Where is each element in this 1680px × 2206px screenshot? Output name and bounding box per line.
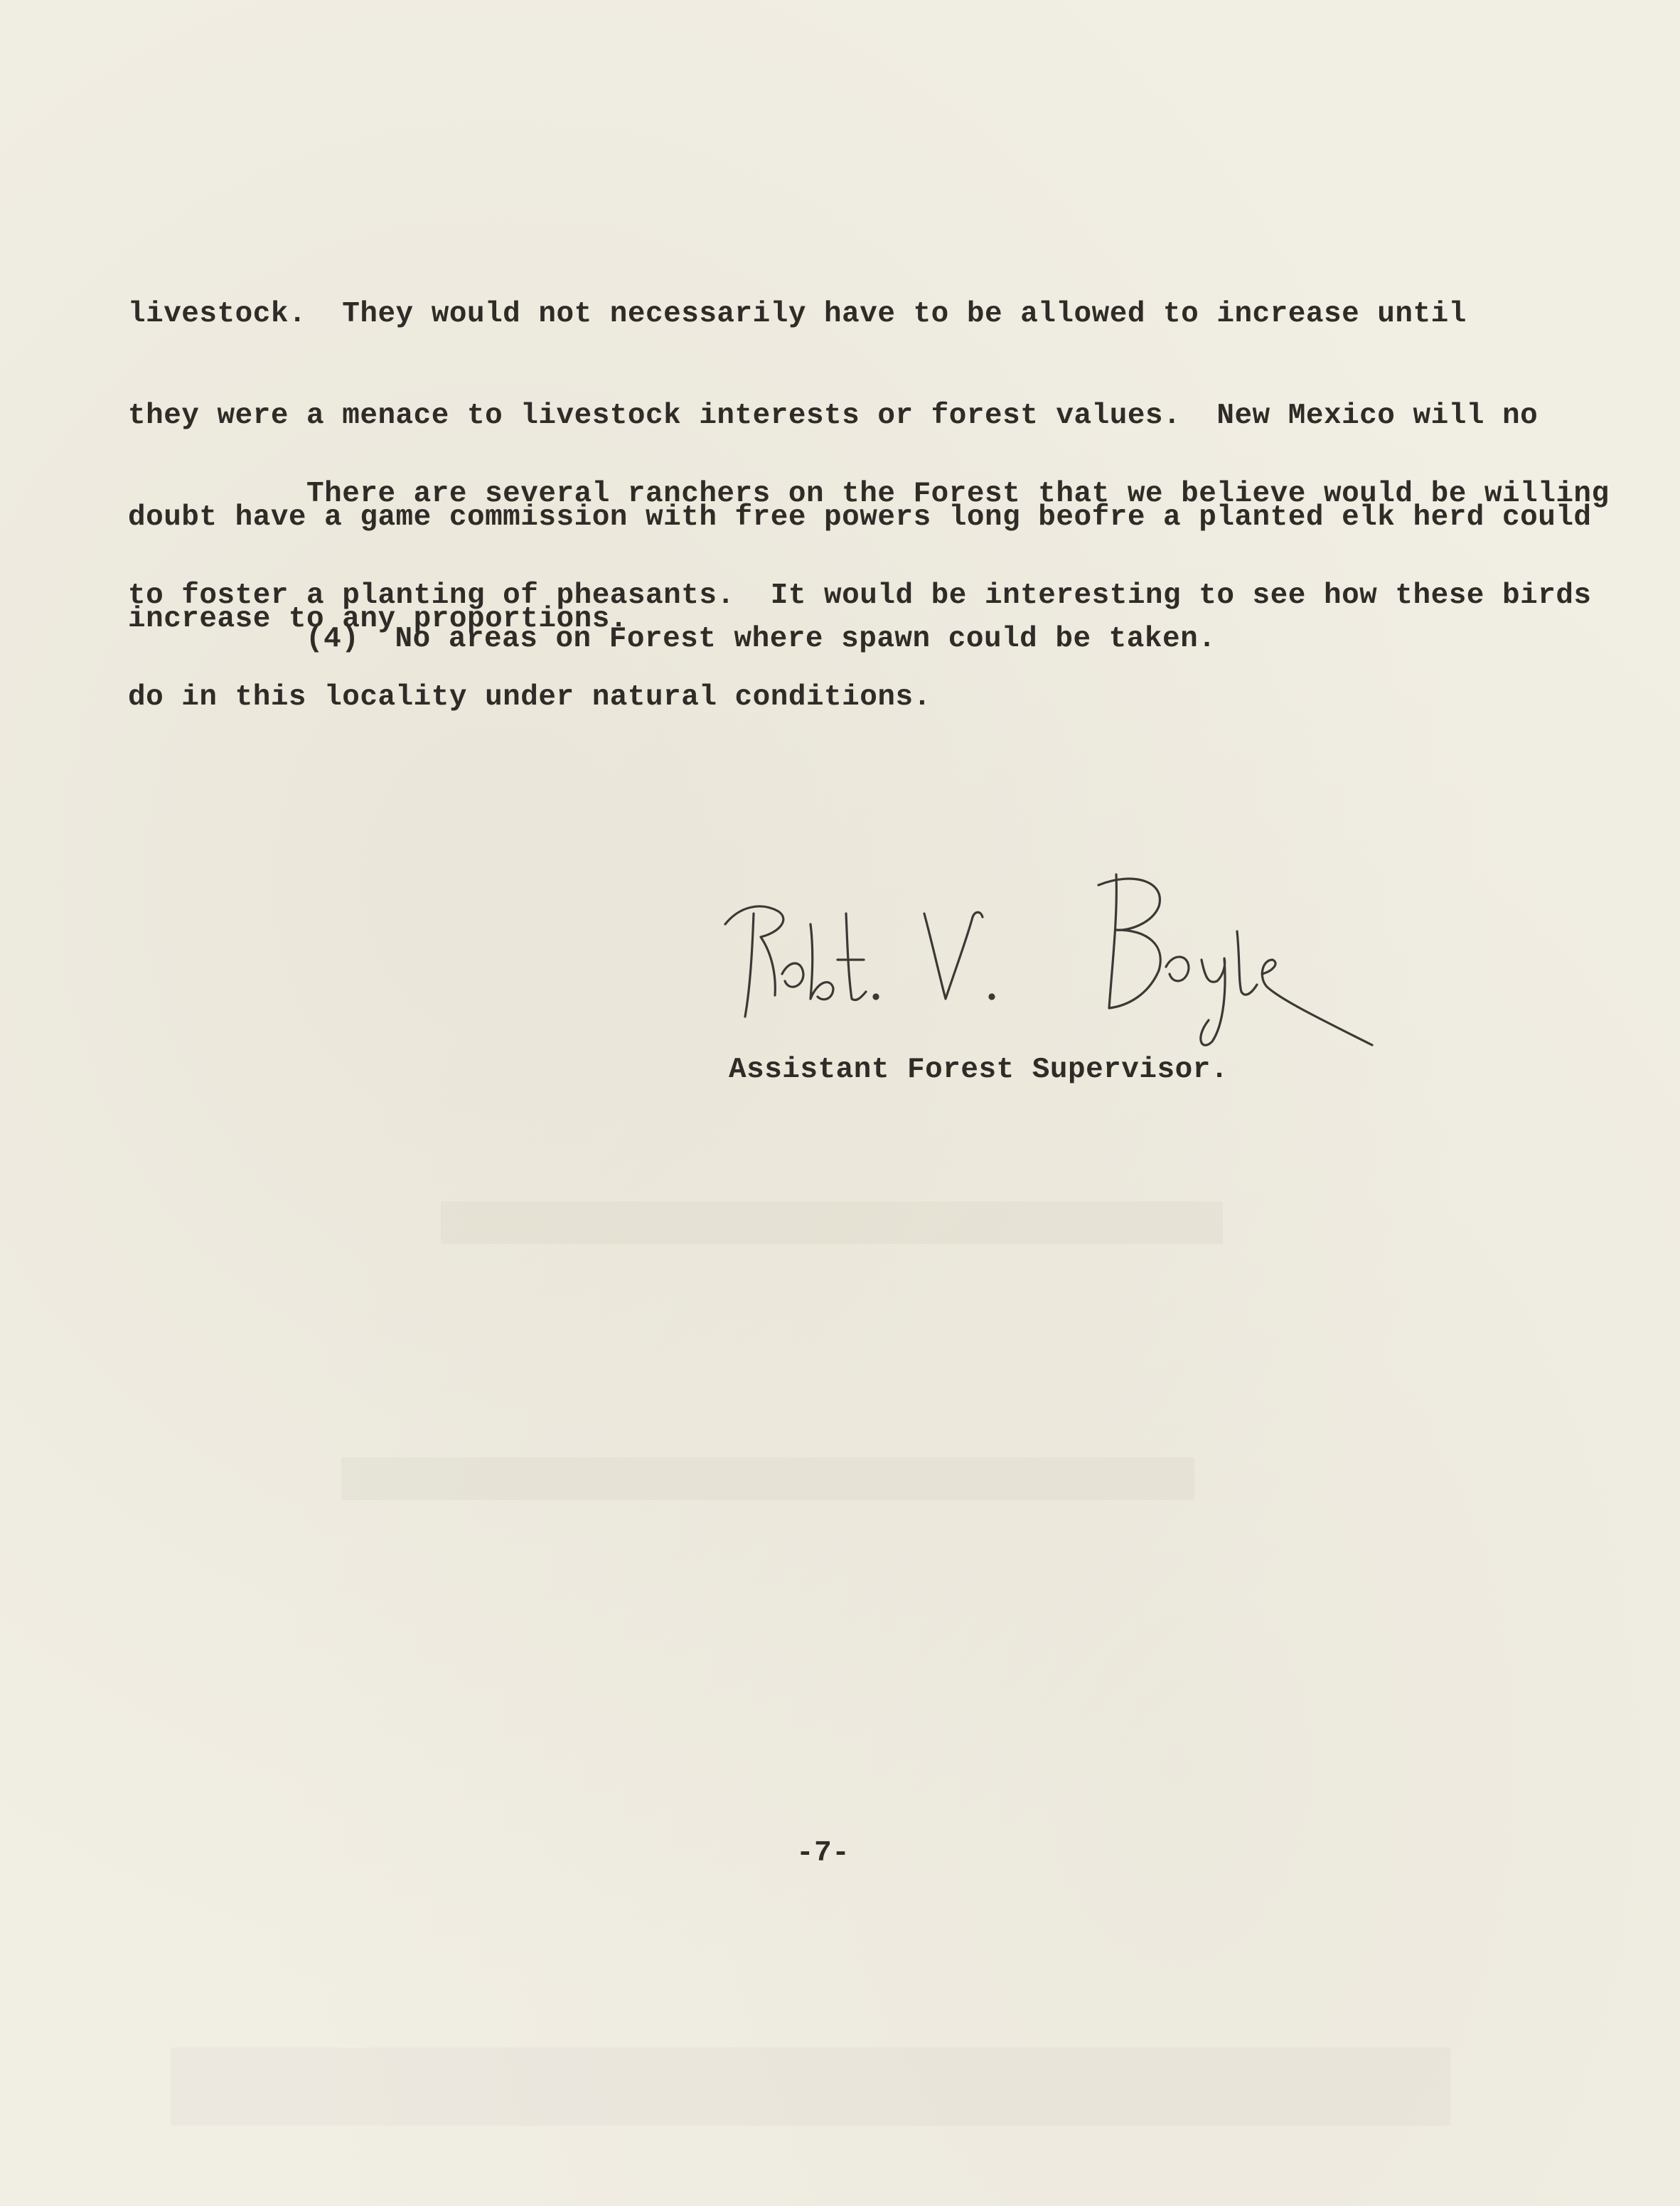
text-line: to foster a planting of pheasants. It would be interesting to see how these birds xyxy=(128,579,1592,612)
handwritten-signature xyxy=(711,846,1393,1081)
text-line: doubt have a game commission with free powers long beofre a planted elk herd could xyxy=(128,501,1592,534)
bleed-through-mark xyxy=(171,2047,1450,2126)
text-line: livestock. They would not necessarily have to be allowed to increase until xyxy=(128,298,1467,331)
text-line: There are several ranchers on the Forest that we believe would be willing xyxy=(128,478,1610,510)
signatory-title: Assistant Forest Supervisor. xyxy=(729,1054,1229,1086)
page-number: -7- xyxy=(796,1837,850,1870)
item-4-spawn xyxy=(306,556,1216,723)
text-line: do in this locality under natural conditions. xyxy=(128,681,931,714)
text-line: they were a menace to livestock interests or forest values. New Mexico will no xyxy=(128,400,1539,432)
bleed-through-mark xyxy=(441,1201,1223,1244)
bleed-through-mark xyxy=(341,1457,1194,1500)
text-line: increase to any proportions. xyxy=(128,603,628,636)
text-line: (4) No areas on Forest where spawn could be taken. xyxy=(306,623,1216,655)
